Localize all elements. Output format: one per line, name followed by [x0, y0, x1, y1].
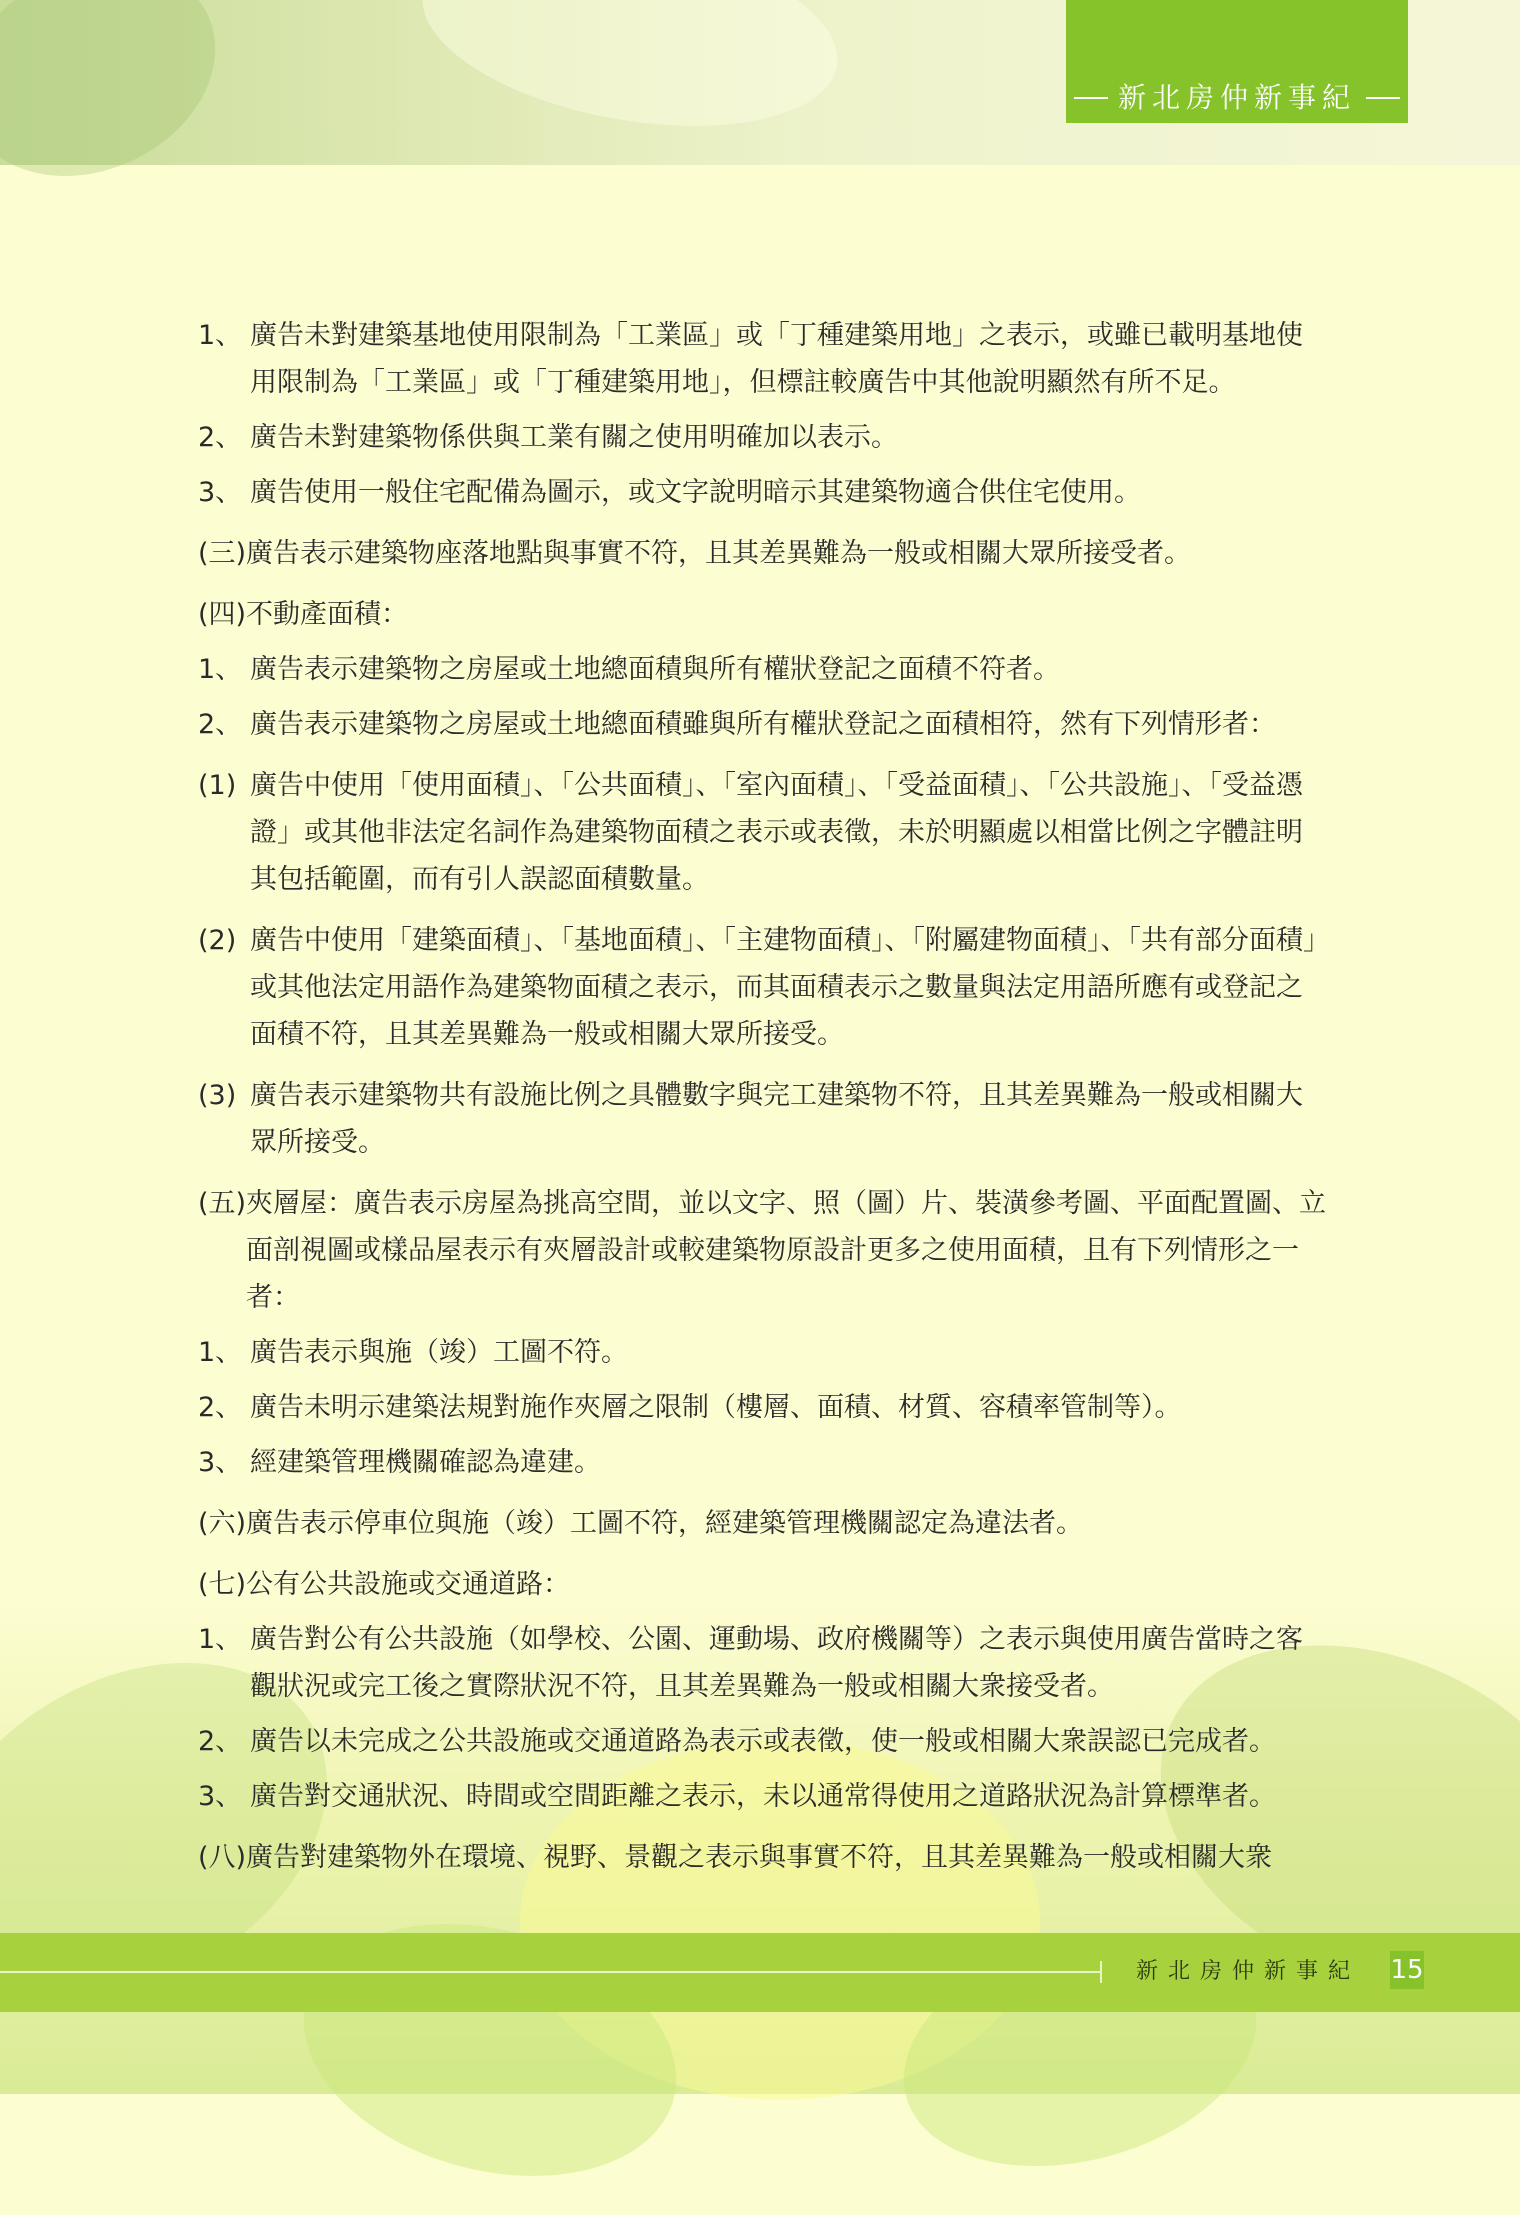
item-text: 廣告未對建築物係供與工業有關之使用明確加以表示。 — [250, 422, 898, 453]
list-item — [198, 1616, 1328, 1710]
page-number: 15 — [1390, 1951, 1424, 1989]
item-label: 2、 — [198, 1726, 243, 1757]
item-label: (1) — [198, 770, 237, 801]
footer-rule-tick — [1100, 1961, 1102, 1983]
item-label: 1、 — [198, 654, 243, 685]
item-label: 2、 — [198, 1392, 243, 1423]
item-text: 廣告對建築物外在環境、視野、景觀之表示與事實不符，且其差異難為一般或相關大衆 — [246, 1842, 1272, 1873]
section-label: (四) — [198, 599, 247, 630]
footer-title: 新北房仲新事紀 — [1136, 1959, 1361, 1984]
item-text: 廣告表示建築物座落地點與事實不符，且其差異難為一般或相關大眾所接受者。 — [246, 538, 1191, 569]
item-text: 廣告表示建築物之房屋或土地總面積雖與所有權狀登記之面積相符，然有下列情形者： — [250, 709, 1276, 740]
leaf-decoration — [0, 0, 250, 216]
list-item — [198, 1384, 1328, 1431]
item-text: 公有公共設施或交通道路： — [246, 1569, 570, 1600]
sub-item — [198, 762, 1328, 903]
footer-rule — [0, 1971, 1100, 1973]
section-item — [198, 1561, 1328, 1608]
list-item — [198, 1718, 1328, 1765]
section-item — [198, 1834, 1328, 1881]
section-item — [198, 530, 1328, 577]
section-item — [198, 591, 1328, 638]
header-title: 新北房仲新事紀 — [1117, 81, 1356, 114]
item-text: 廣告表示建築物共有設施比例之具體數字與完工建築物不符，且其差異難為一般或相關大眾所接受。 — [250, 1080, 1303, 1158]
item-text: 廣告未對建築基地使用限制為「工業區」或「丁種建築用地」之表示，或雖已載明基地使用限制為「工業區」或「丁種建築用地」，但標註較廣告中其他說明顯然有所不足。 — [250, 320, 1303, 398]
list-item — [198, 312, 1328, 406]
item-label: 1、 — [198, 320, 243, 351]
article-body — [198, 312, 1328, 1881]
list-item — [198, 1439, 1328, 1486]
list-item — [198, 701, 1328, 748]
item-label: 1、 — [198, 1624, 243, 1655]
item-label: 2、 — [198, 709, 243, 740]
section-label: (七) — [198, 1569, 247, 1600]
item-text: 廣告表示與施（竣）工圖不符。 — [250, 1337, 628, 1368]
item-label: 3、 — [198, 1781, 243, 1812]
item-text: 夾層屋：廣告表示房屋為挑高空間，並以文字、照（圖）片、裝潢參考圖、平面配置圖、立面剖視圖或樣品屋表示有夾層設計或較建築物原設計更多之使用面積，且有下列情形之一者： — [246, 1188, 1326, 1313]
item-label: 2、 — [198, 422, 243, 453]
sub-item — [198, 1072, 1328, 1166]
item-text: 廣告表示建築物之房屋或土地總面積與所有權狀登記之面積不符者。 — [250, 654, 1060, 685]
item-label: (2) — [198, 925, 237, 956]
item-text: 不動產面積： — [246, 599, 408, 630]
section-item — [198, 1500, 1328, 1547]
list-item — [198, 469, 1328, 516]
section-label: (八) — [198, 1842, 247, 1873]
section-label: (五) — [198, 1188, 247, 1219]
item-label: 3、 — [198, 477, 243, 508]
sub-item — [198, 917, 1328, 1058]
list-item — [198, 646, 1328, 693]
section-label: (三) — [198, 538, 247, 569]
list-item — [198, 1329, 1328, 1376]
list-item — [198, 414, 1328, 461]
item-text: 廣告對公有公共設施（如學校、公園、運動場、政府機關等）之表示與使用廣告當時之客觀狀況或完工後之實際狀況不符，且其差異難為一般或相關大衆接受者。 — [250, 1624, 1303, 1702]
item-text: 廣告中使用「使用面積」、「公共面積」、「室內面積」、「受益面積」、「公共設施」、「受益憑證」或其他非法定名詞作為建築物面積之表示或表徵，未於明顯處以相當比例之字體註明其包括範圍，而有引人誤認面積數量。 — [250, 770, 1303, 895]
item-text: 廣告中使用「建築面積」、「基地面積」、「主建物面積」、「附屬建物面積」、「共有部分面積」或其他法定用語作為建築物面積之表示，而其面積表示之數量與法定用語所應有或登記之面積不符，且其差異難為一般或相關大眾所接受。 — [250, 925, 1317, 1050]
leaf-decoration — [408, 0, 853, 155]
item-text: 廣告表示停車位與施（竣）工圖不符，經建築管理機關認定為違法者。 — [246, 1508, 1083, 1539]
item-label: 3、 — [198, 1447, 243, 1478]
item-text: 廣告對交通狀況、時間或空間距離之表示，未以通常得使用之道路狀況為計算標準者。 — [250, 1781, 1276, 1812]
list-item — [198, 1773, 1328, 1820]
item-label: 1、 — [198, 1337, 243, 1368]
section-label: (六) — [198, 1508, 247, 1539]
header-title-tab — [1066, 0, 1408, 123]
item-text: 廣告以未完成之公共設施或交通道路為表示或表徵，使一般或相關大衆誤認已完成者。 — [250, 1726, 1276, 1757]
section-item — [198, 1180, 1328, 1321]
footer-band — [0, 1933, 1520, 2012]
item-text: 廣告使用一般住宅配備為圖示，或文字說明暗示其建築物適合供住宅使用。 — [250, 477, 1141, 508]
item-text: 廣告未明示建築法規對施作夾層之限制（樓層、面積、材質、容積率管制等）。 — [250, 1392, 1182, 1423]
item-label: (3) — [198, 1080, 237, 1111]
item-text: 經建築管理機關確認為違建。 — [250, 1447, 601, 1478]
